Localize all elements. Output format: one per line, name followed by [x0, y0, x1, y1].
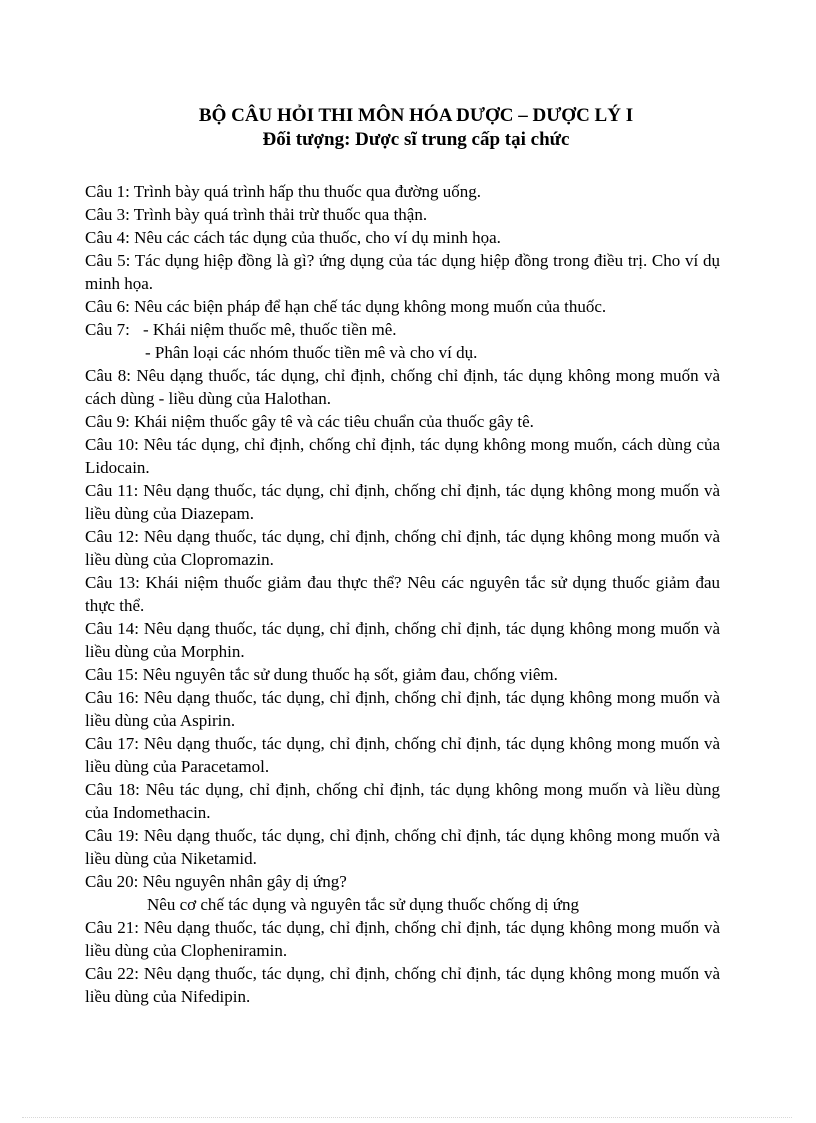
question-12: Câu 12: Nêu dạng thuốc, tác dụng, chỉ định, chống chỉ định, tác dụng không mong muốn và liều dùng của Clopromazin.: [85, 527, 720, 569]
question-14: Câu 14: Nêu dạng thuốc, tác dụng, chỉ định, chống chỉ định, tác dụng không mong muốn và liều dùng của Morphin.: [85, 619, 720, 661]
question-22: Câu 22: Nêu dạng thuốc, tác dụng, chỉ định, chống chỉ định, tác dụng không mong muốn và liều dùng của Nifedipin.: [85, 964, 720, 1006]
question-5: Câu 5: Tác dụng hiệp đồng là gì? ứng dụng của tác dụng hiệp đồng trong điều trị. Cho ví dụ minh họa.: [85, 251, 720, 293]
question-20: Câu 20: Nêu nguyên nhân gây dị ứng?: [85, 872, 347, 891]
question-9: Câu 9: Khái niệm thuốc gây tê và các tiêu chuẩn của thuốc gây tê.: [85, 412, 534, 431]
question-7-label: Câu 7:: [85, 320, 130, 339]
question-13: Câu 13: Khái niệm thuốc giảm đau thực thể? Nêu các nguyên tắc sử dụng thuốc giảm đau thực thể.: [85, 573, 720, 615]
question-11: Câu 11: Nêu dạng thuốc, tác dụng, chỉ định, chống chỉ định, tác dụng không mong muốn và liều dùng của Diazepam.: [85, 481, 720, 523]
question-19: Câu 19: Nêu dạng thuốc, tác dụng, chỉ định, chống chỉ định, tác dụng không mong muốn và liều dùng của Niketamid.: [85, 826, 720, 868]
question-18: Câu 18: Nêu tác dụng, chỉ định, chống chỉ định, tác dụng không mong muốn và liều dùng của Indomethacin.: [85, 780, 720, 822]
question-7-line-1: - Khái niệm thuốc mê, thuốc tiền mê.: [143, 320, 397, 339]
document-title: BỘ CÂU HỎI THI MÔN HÓA DƯỢC – DƯỢC LÝ I: [198, 105, 634, 126]
question-20-sub: Nêu cơ chế tác dụng và nguyên tắc sử dụng thuốc chống dị ứng: [147, 895, 579, 914]
question-4: Câu 4: Nêu các cách tác dụng của thuốc, cho ví dụ minh họa.: [85, 228, 501, 247]
question-10: Câu 10: Nêu tác dụng, chỉ định, chống chỉ định, tác dụng không mong muốn, cách dùng của Lidocain.: [85, 435, 720, 477]
question-6: Câu 6: Nêu các biện pháp để hạn chế tác dụng không mong muốn của thuốc.: [85, 297, 607, 316]
question-21: Câu 21: Nêu dạng thuốc, tác dụng, chỉ định, chống chỉ định, tác dụng không mong muốn và liều dùng của Clopheniramin.: [85, 918, 720, 960]
question-3: Câu 3: Trình bày quá trình thải trừ thuốc qua thận.: [85, 205, 428, 224]
question-list: [85, 180, 720, 1008]
question-1: Câu 1: Trình bày quá trình hấp thu thuốc qua đường uống.: [85, 182, 481, 201]
question-15: Câu 15: Nêu nguyên tắc sử dung thuốc hạ sốt, giảm đau, chống viêm.: [85, 665, 558, 684]
question-7: [85, 318, 720, 341]
page-bottom-rule: [22, 1117, 792, 1118]
document-header: [0, 104, 816, 152]
question-7-line-2: - Phân loại các nhóm thuốc tiền mê và cho ví dụ.: [145, 343, 478, 362]
question-16: Câu 16: Nêu dạng thuốc, tác dụng, chỉ định, chống chỉ định, tác dụng không mong muốn và liều dùng của Aspirin.: [85, 688, 720, 730]
question-17: Câu 17: Nêu dạng thuốc, tác dụng, chỉ định, chống chỉ định, tác dụng không mong muốn và liều dùng của Paracetamol.: [85, 734, 720, 776]
question-8: Câu 8: Nêu dạng thuốc, tác dụng, chỉ định, chống chỉ định, tác dụng không mong muốn và cách dùng - liều dùng của Halothan.: [85, 366, 720, 408]
document-subtitle: Đối tượng: Dược sĩ trung cấp tại chức: [262, 129, 570, 150]
